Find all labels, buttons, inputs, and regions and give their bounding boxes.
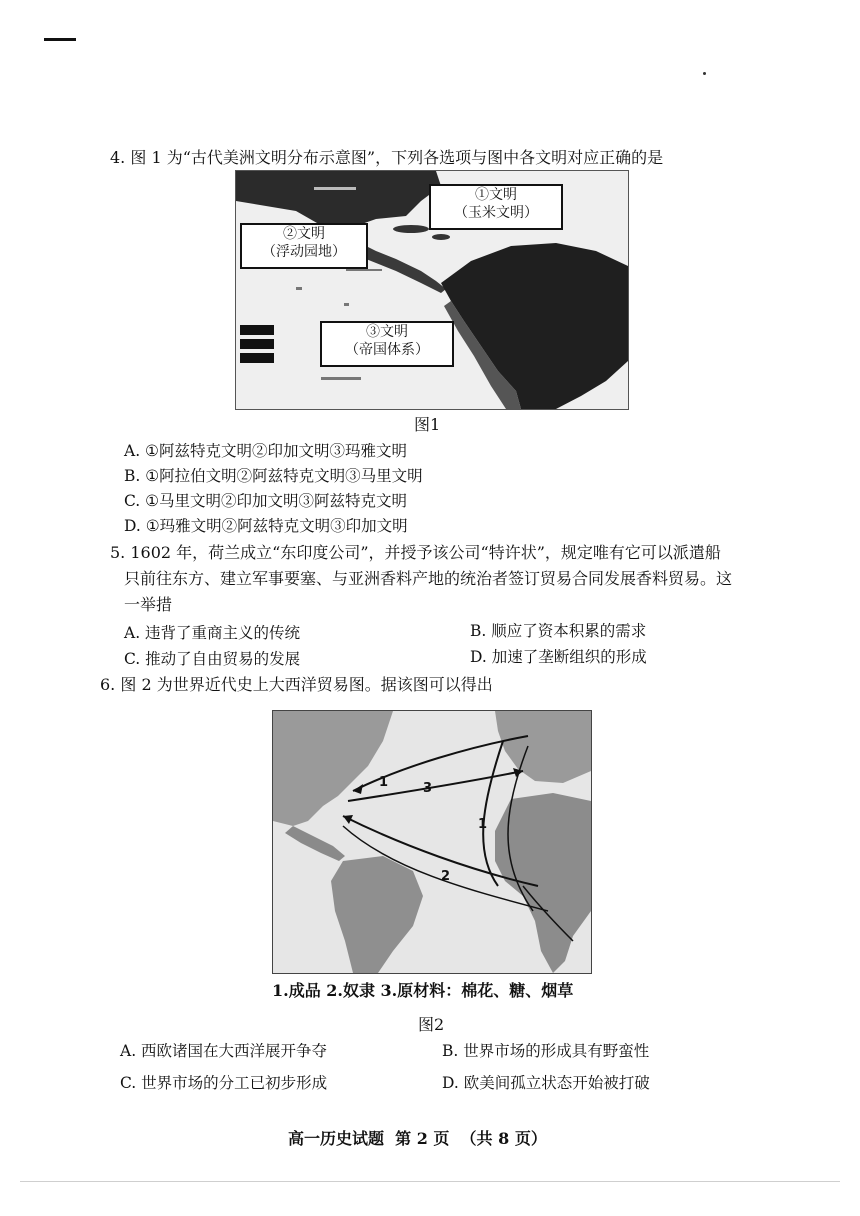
- q5-stem-line2: 只前往东方、建立军事要塞、与亚洲香料产地的统治者签订贸易合同发展香料贸易。这: [124, 569, 733, 588]
- atlantic-map-shapes: [273, 711, 591, 973]
- civilization-3-title: ③文明: [366, 324, 408, 340]
- q4-option-a[interactable]: A. ①阿兹特克文明②印加文明③玛雅文明: [124, 442, 407, 460]
- q6-option-b[interactable]: B. 世界市场的形成具有野蛮性: [442, 1042, 650, 1060]
- q6-option-a[interactable]: A. 西欧诸国在大西洋展开争夺: [120, 1042, 328, 1060]
- figure-2-atlantic-trade-map: [272, 710, 592, 974]
- civilization-2-title: ②文明: [283, 226, 325, 242]
- q6-option-d[interactable]: D. 欧美间孤立状态开始被打破: [442, 1074, 650, 1092]
- q5-option-d[interactable]: D. 加速了垄断组织的形成: [470, 648, 647, 666]
- q6-option-c[interactable]: C. 世界市场的分工已初步形成: [120, 1074, 328, 1092]
- scan-dot: [703, 72, 706, 75]
- civilization-1-subtitle: （玉米文明）: [454, 205, 538, 221]
- q5-stem-line3: 一举措: [124, 595, 173, 614]
- figure-2-legend: 1.成品 2.奴隶 3.原材料：棉花、糖、烟草: [272, 981, 574, 1000]
- route-label-3: 3: [423, 781, 433, 796]
- route-label-1-east: 1: [478, 817, 488, 832]
- q5-stem-line1: 5. 1602 年，荷兰成立“东印度公司”，并授予该公司“特许状”，规定唯有它可以派遣船: [110, 543, 721, 562]
- civilization-3-subtitle: （帝国体系）: [345, 342, 429, 358]
- figure-2-caption: 图2: [418, 1015, 445, 1034]
- civilization-1-title: ①文明: [475, 187, 517, 203]
- footer-divider: [20, 1181, 840, 1182]
- civilization-3-label: [320, 321, 454, 367]
- q4-option-c[interactable]: C. ①马里文明②印加文明③阿兹特克文明: [124, 492, 408, 510]
- civilization-1-label: [429, 184, 563, 230]
- page-footer: 高一历史试题 第 2 页 （共 8 页）: [288, 1129, 547, 1148]
- q4-option-b[interactable]: B. ①阿拉伯文明②阿兹特克文明③马里文明: [124, 467, 423, 485]
- q5-option-c[interactable]: C. 推动了自由贸易的发展: [124, 650, 301, 668]
- corner-mark: [44, 38, 76, 41]
- civilization-2-label: [240, 223, 368, 269]
- q5-option-b[interactable]: B. 顺应了资本积累的需求: [470, 622, 647, 640]
- figure-1-caption: 图1: [414, 415, 441, 434]
- q5-option-a[interactable]: A. 违背了重商主义的传统: [124, 624, 301, 642]
- figure-1-map: [235, 170, 629, 410]
- legend-swatch-2: [240, 339, 274, 349]
- civilization-2-subtitle: （浮动园地）: [262, 244, 346, 260]
- route-label-2: 2: [441, 869, 451, 884]
- route-label-1-north: 1: [379, 775, 389, 790]
- legend-swatch-3: [240, 353, 274, 363]
- q6-stem: 6. 图 2 为世界近代史上大西洋贸易图。据该图可以得出: [100, 675, 493, 694]
- q4-option-d[interactable]: D. ①玛雅文明②阿兹特克文明③印加文明: [124, 517, 408, 535]
- legend-swatch-1: [240, 325, 274, 335]
- q4-stem: 4. 图 1 为“古代美洲文明分布示意图”，下列各选项与图中各文明对应正确的是: [110, 148, 664, 167]
